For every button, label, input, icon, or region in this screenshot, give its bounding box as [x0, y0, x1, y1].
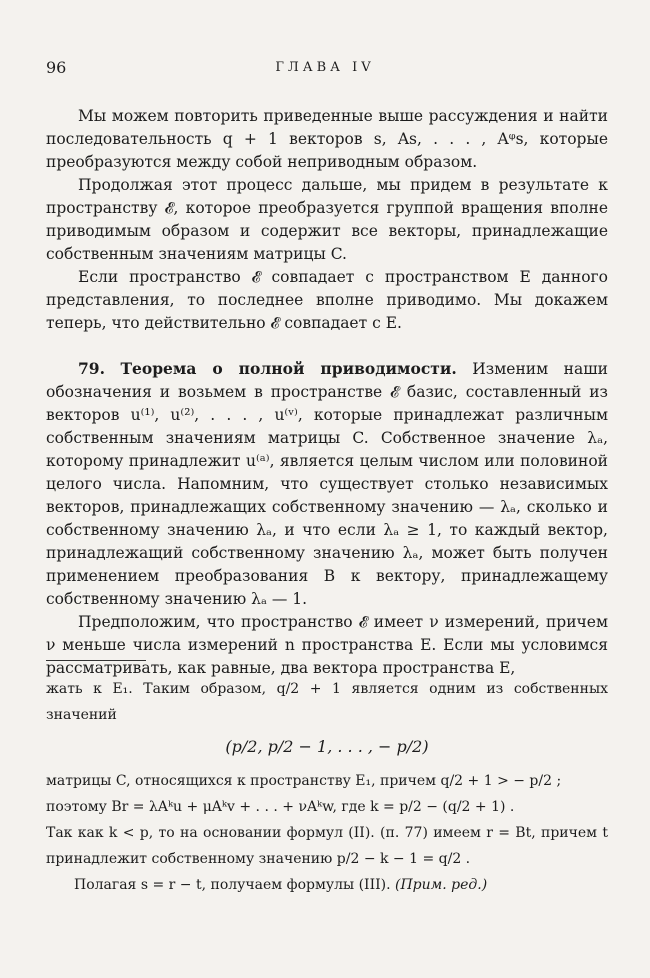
editor-note: (Прим. ред.) — [395, 877, 488, 893]
footnote — [46, 676, 608, 898]
paragraph-1: Мы можем повторить приведенные выше рассуждения и найти последовательность q + 1 векторов s, As, . . . , Aᵠs, которые преобразуются между собой неприводным образом. — [46, 107, 608, 171]
page-number: 96 — [46, 58, 67, 77]
footnote-divider — [46, 660, 146, 661]
chapter-title: ГЛАВА IV — [275, 60, 375, 75]
footnote-formula: (p/2, p/2 − 1, . . . , − p/2) — [225, 737, 429, 756]
footnote-line-3: поэтому Br = λAᵏu + μAᵏv + . . . + νAᵏw, где k = p/2 − (q/2 + 1) . — [46, 799, 515, 815]
section-paragraph — [46, 357, 608, 611]
paragraph-2: Продолжая этот процесс дальше, мы придем в результате к пространству 𝓔, которое преобразуется группой вращения вполне приводимым образом и содержит все векторы, принадлежащие собственным значениям матрицы C. — [46, 176, 608, 263]
footnote-line-1: жать к E₁. Таким образом, q/2 + 1 является одним из собственных значений — [46, 681, 608, 723]
section-title: Теорема о полной приводимости. — [120, 359, 457, 378]
footnote-line-2: матрицы C, относящихся к пространству E₁, причем q/2 + 1 > − p/2 ; — [46, 773, 562, 789]
section-paragraph-2: Предположим, что пространство 𝓔 имеет ν измерений, причем ν меньше числа измерений n пространства E. Если мы условимся рассматривать, как равные, два вектора пространства E, — [46, 613, 608, 677]
paragraph-3: Если пространство 𝓔 совпадает с пространством E данного представления, то последнее вполне приводимо. Мы докажем теперь, что действительно 𝓔 совпадает с E. — [46, 268, 608, 332]
section-number: 79. — [78, 359, 105, 378]
footnote-line-5-text: Полагая s = r − t, получаем формулы (III). — [74, 877, 391, 893]
footnote-line-4: Так как k < p, то на основании формул (II). (п. 77) имеем r = Bt, причем t принадлежит собственному значению p/2 − k − 1 = q/2 . — [46, 825, 608, 867]
footnote-line-5 — [46, 872, 608, 898]
page-header — [46, 58, 604, 78]
section-text: Изменим наши обозначения и возьмем в пространстве 𝓔 базис, составленный из векторов u⁽¹⁾, u⁽²⁾, . . . , u⁽ᵛ⁾, которые принадлежат различным собственным значениям матрицы C. Собственное значение λₐ, которому принадлежит u⁽ᵃ⁾, является целым числом или половиной целого числа. Напомним, что существует столько независимых векторов, принадлежащих собственному значению — λₐ, сколько и собственному значению λₐ, и что если λₐ ≥ 1, то каждый вектор, принадлежащий собственному значению λₐ, может быть получен применением преобразования B к вектору, принадлежащему собственному значению λₐ — 1. — [46, 360, 608, 608]
main-text — [46, 105, 608, 680]
